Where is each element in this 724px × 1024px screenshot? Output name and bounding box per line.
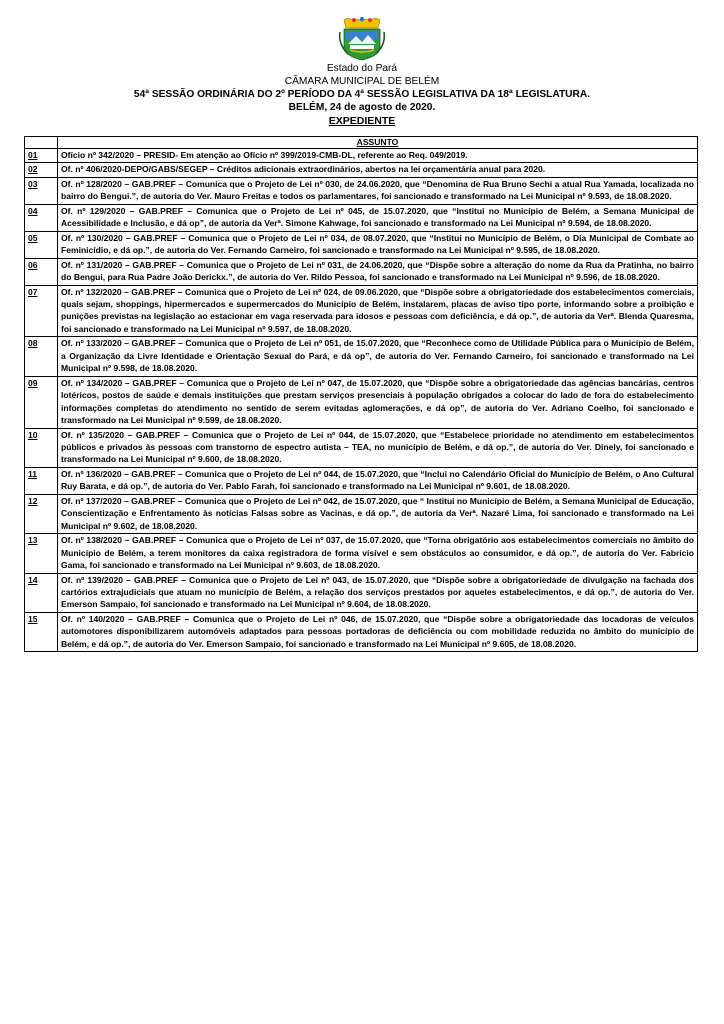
row-subject: Of. nº 133/2020 – GAB.PREF – Comunica que o Projeto de Lei nº 051, de 15.07.2020, que “Reconhece como de Utilidade Pública para o Município de Belém, a Organização da Livre Identidade e Orientação Sexual do Pará, e dá op”, de autoria do Ver. Fernando Carneiro, foi sancionado e transformado na Lei Municipal nº 9.598, de 18.08.2020. xyxy=(58,337,698,376)
table-row xyxy=(25,534,698,573)
chamber-name: CÂMARA MUNICIPAL DE BELÉM xyxy=(284,76,440,87)
row-subject: Of. nº 136/2020 – GAB.PREF – Comunica que o Projeto de Lei nº 044, de 15.07.2020, que “Inclui no Calendário Oficial do Município de Belém, o Ano Cultural Ruy Barata, e dá op.”, de autoria do Ver. Pablo Farah, foi sancionado e transformado na Lei Municipal nº 9.601, de 18.08.2020. xyxy=(58,467,698,494)
row-subject: Of. nº 140/2020 – GAB.PREF – Comunica que o Projeto de Lei nº 046, de 15.07.2020, que “Dispõe sobre a obrigatoriedade das locadoras de veículos automotores disponibilizarem automóveis adaptados para pessoas portadoras de deficiência ou com mobilidade reduzida no âmbito do município de Belém, e dá op.”, de autoria do Ver. Emerson Sampaio, foi sancionado e transformado na Lei Municipal nº 9.605, de 18.08.2020. xyxy=(58,612,698,651)
crest-emblem xyxy=(336,14,388,62)
table-row xyxy=(25,231,698,258)
row-subject: Of. nº 128/2020 – GAB.PREF – Comunica que o Projeto de Lei nº 030, de 24.06.2020, que “Denomina de Rua Bruno Sechi a atual Rua Yamada, localizada no bairro do Bengui.”, de autoria do Ver. Mauro Freitas e todos os parlamentares, foi sancionado e transformado na Lei Municipal nº 9.593, de 18.08.2020. xyxy=(58,177,698,204)
row-subject: Of. nº 137/2020 – GAB.PREF – Comunica que o Projeto de Lei nº 042, de 15.07.2020, que “ Institui no Município de Belém, a Semana Municipal de Educação, Conscientização e Enfrentamento às notícias Falsas sobre as Vacinas, e dá op.”, de autoria da Verª. Nazaré Lima, foi sancionado e transformado na Lei Municipal nº 9.602, de 18.08.2020. xyxy=(58,494,698,533)
row-subject: Of. nº 132/2020 – GAB.PREF – Comunica que o Projeto de Lei nº 024, de 09.06.2020, que “Dispõe sobre a obrigatoriedade dos estabelecimentos comerciais, quais sejam, shoppings, hipermercados e supermercados do Município de Belém, instalarem, placas de aviso tipo porte, informando sobre a proibição e punições previstas na legislação ao estacionar em vaga reservada para idosos e pessoas com deficiência, e dá op.”, de autoria da Verª. Blenda Quaresma, foi sancionado e transformado na Lei Municipal nº 9.597, de 18.08.2020. xyxy=(58,285,698,337)
table-row xyxy=(25,163,698,177)
row-number: 10 xyxy=(25,428,58,467)
table-header-row xyxy=(25,137,698,149)
table-header-num xyxy=(25,137,58,149)
row-number: 04 xyxy=(25,204,58,231)
table-row xyxy=(25,177,698,204)
expediente-table xyxy=(24,136,698,652)
table-row xyxy=(25,494,698,533)
row-number: 14 xyxy=(25,573,58,612)
row-number: 05 xyxy=(25,231,58,258)
row-subject: Of. nº 406/2020-DEPO/GABS/SEGEP – Créditos adicionais extraordinários, abertos na lei orçamentária anual para 2020. xyxy=(58,163,698,177)
session-date: BELÉM, 24 de agosto de 2020. xyxy=(288,102,436,113)
table-row xyxy=(25,337,698,376)
row-subject: Of. nº 131/2020 – GAB.PREF – Comunica que o Projeto de Lei nº 031, de 24.06.2020, que “Dispõe sobre a alteração do nome da Rua da Pratinha, no bairro do Bengui, para Rua Padre João Derickx.”, de autoria do Ver. Rildo Pessoa, foi sancionado e transformado na Lei Municipal nº 9.596, de 18.08.2020. xyxy=(58,258,698,285)
row-number: 01 xyxy=(25,149,58,163)
session-title: 54ª SESSÃO ORDINÁRIA DO 2º PERÍODO DA 4ª SESSÃO LEGISLATIVA DA 18ª LEGISLATURA. xyxy=(133,89,591,100)
table-row xyxy=(25,612,698,651)
section-title: EXPEDIENTE xyxy=(328,115,396,127)
table-row xyxy=(25,467,698,494)
row-number: 08 xyxy=(25,337,58,376)
row-number: 11 xyxy=(25,467,58,494)
state-name: Estado do Pará xyxy=(326,63,398,74)
row-subject: Of. nº 139/2020 – GAB.PREF – Comunica que o Projeto de Lei nº 043, de 15.07.2020, que “Dispõe sobre a obrigatoriedade de divulgação na fachada dos cartórios extrajudiciais que atuam no município de Belém, a relação dos serviços prestados por aqueles estabelecimentos, e dá op.”, de autoria do Ver. Emerson Sampaio, foi sancionado e transformado na Lei Municipal nº 9.604, de 18.08.2020. xyxy=(58,573,698,612)
row-number: 13 xyxy=(25,534,58,573)
table-row xyxy=(25,285,698,337)
table-row xyxy=(25,149,698,163)
table-row xyxy=(25,204,698,231)
row-number: 07 xyxy=(25,285,58,337)
row-subject: Of. nº 130/2020 – GAB.PREF – Comunica que o Projeto de Lei nº 034, de 08.07.2020, que “Institui no Município de Belém, o Dia Municipal de Combate ao Feminicídio, e dá op.”, de autoria do Ver. Fernando Carneiro, foi sancionado e transformado na Lei Municipal nº 9.595, de 18.08.2020. xyxy=(58,231,698,258)
row-number: 09 xyxy=(25,376,58,428)
row-subject: Of. nº 134/2020 – GAB.PREF – Comunica que o Projeto de Lei nº 047, de 15.07.2020, que “Dispõe sobre a obrigatoriedade das agências bancárias, centros lotéricos, postos de saúde e demais instituições que prestam serviços presenciais à população obrigados a colocar do lado de fora do estabelecimento informações completas do atendimento no sentido de serem evitadas aglomerações, e dá op”, de autoria do Ver. Adriano Coelho, foi sancionado e transformado na Lei Municipal nº 9.599, de 18.08.2020. xyxy=(58,376,698,428)
row-subject: Of. nº 129/2020 – GAB.PREF – Comunica que o Projeto de Lei nº 045, de 15.07.2020, que “Institui no Município de Belém, a Semana Municipal de Acessibilidade e Inclusão, e dá op”, de autoria da Verª. Simone Kahwage, foi sancionado e transformado na Lei Municipal nº 9.594, de 18.08.2020. xyxy=(58,204,698,231)
row-number: 15 xyxy=(25,612,58,651)
row-number: 03 xyxy=(25,177,58,204)
table-row xyxy=(25,258,698,285)
table-header-subject: ASSUNTO xyxy=(58,137,698,149)
row-number: 06 xyxy=(25,258,58,285)
row-number: 12 xyxy=(25,494,58,533)
row-number: 02 xyxy=(25,163,58,177)
row-subject: Ofício nº 342/2020 – PRESID- Em atenção ao Ofício nº 399/2019-CMB-DL, referente ao Req. 049/2019. xyxy=(58,149,698,163)
document-header xyxy=(0,14,724,128)
row-subject: Of. nº 135/2020 – GAB.PREF – Comunica que o Projeto de Lei nº 044, de 15.07.2020, que “Estabelece prioridade no atendimento em estabelecimentos públicos e privados às pessoas com transtorno de espectro autista – TEA, no município de Belém, e dá op.”, de autoria do Ver. Dinely, foi sancionado e transformado na Lei Municipal nº 9.600, de 18.08.2020. xyxy=(58,428,698,467)
row-subject: Of. nº 138/2020 – GAB.PREF – Comunica que o Projeto de Lei nº 037, de 15.07.2020, que “Torna obrigatório aos estabelecimentos comerciais no âmbito do Município de Belém, a terem monitores da caixa registradora de forma visível e sem obstáculos ao consumidor, e dá op.”, de autoria do Ver. Fabrício Gama, foi sancionado e transformado na Lei Municipal nº 9.603, de 18.08.2020. xyxy=(58,534,698,573)
table-row xyxy=(25,573,698,612)
table-row xyxy=(25,376,698,428)
table-row xyxy=(25,428,698,467)
